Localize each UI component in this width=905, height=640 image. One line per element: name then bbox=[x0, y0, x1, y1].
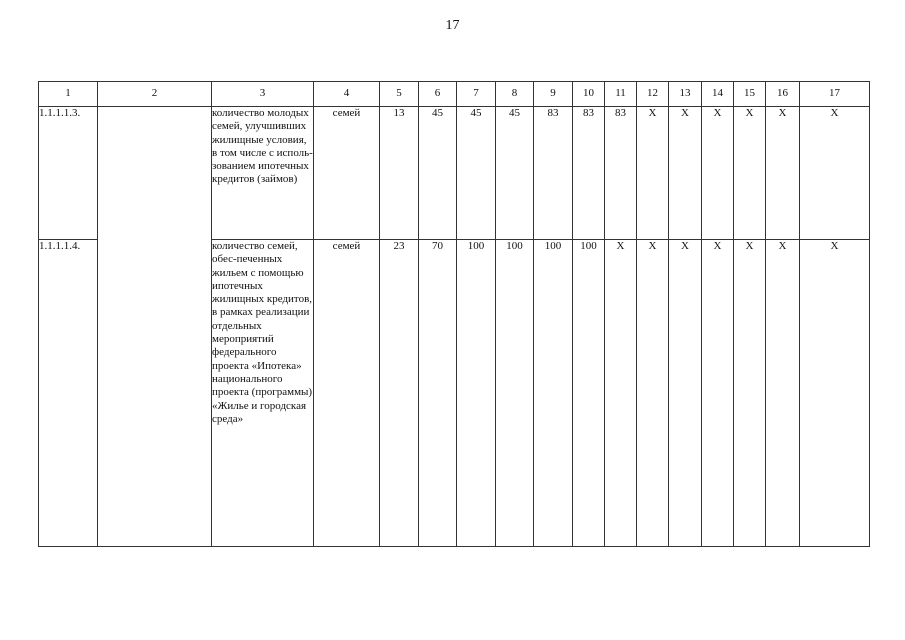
value-cell: 45 bbox=[457, 107, 496, 240]
row-code: 1.1.1.1.3. bbox=[39, 107, 98, 240]
value-cell: 45 bbox=[419, 107, 457, 240]
column-header: 10 bbox=[573, 82, 605, 107]
header-row bbox=[39, 82, 870, 107]
column-header: 17 bbox=[800, 82, 870, 107]
column-header: 4 bbox=[314, 82, 380, 107]
column-header: 7 bbox=[457, 82, 496, 107]
value-cell: 83 bbox=[534, 107, 573, 240]
column-header: 13 bbox=[669, 82, 702, 107]
value-cell: X bbox=[800, 107, 870, 240]
merged-empty-cell bbox=[98, 107, 212, 547]
row-unit: семей bbox=[314, 240, 380, 547]
value-cell: X bbox=[669, 240, 702, 547]
value-cell: X bbox=[734, 240, 766, 547]
value-cell: X bbox=[734, 107, 766, 240]
value-cell: X bbox=[605, 240, 637, 547]
value-cell: X bbox=[702, 240, 734, 547]
value-cell: X bbox=[766, 107, 800, 240]
column-header: 3 bbox=[212, 82, 314, 107]
value-cell: X bbox=[702, 107, 734, 240]
value-cell: 45 bbox=[496, 107, 534, 240]
column-header: 8 bbox=[496, 82, 534, 107]
value-cell: 70 bbox=[419, 240, 457, 547]
column-header: 15 bbox=[734, 82, 766, 107]
column-header: 16 bbox=[766, 82, 800, 107]
column-header: 9 bbox=[534, 82, 573, 107]
value-cell: X bbox=[766, 240, 800, 547]
row-unit: семей bbox=[314, 107, 380, 240]
column-header: 5 bbox=[380, 82, 419, 107]
page-number: 17 bbox=[445, 18, 460, 33]
table-row bbox=[39, 107, 870, 240]
value-cell: X bbox=[637, 107, 669, 240]
value-cell: X bbox=[637, 240, 669, 547]
value-cell: 83 bbox=[605, 107, 637, 240]
value-cell: 100 bbox=[457, 240, 496, 547]
value-cell: X bbox=[800, 240, 870, 547]
value-cell: 13 bbox=[380, 107, 419, 240]
row-description: количество семей, обес-печенных жильем с помощью ипотечных жилищных кредитов, в рамках реализации отдельных мероприятий федерального проекта «Ипотека» национального проекта (программы) «Жилье и городская среда» bbox=[212, 240, 314, 547]
row-code: 1.1.1.1.4. bbox=[39, 240, 98, 547]
value-cell: 100 bbox=[573, 240, 605, 547]
value-cell: 100 bbox=[496, 240, 534, 547]
column-header: 11 bbox=[605, 82, 637, 107]
value-cell: 83 bbox=[573, 107, 605, 240]
column-header: 2 bbox=[98, 82, 212, 107]
column-header: 14 bbox=[702, 82, 734, 107]
indicators-table bbox=[38, 81, 870, 547]
value-cell: X bbox=[669, 107, 702, 240]
row-description: количество молодых семей, улучшивших жилищные условия, в том числе с исполь-зованием ипотечных кредитов (займов) bbox=[212, 107, 314, 240]
column-header: 1 bbox=[39, 82, 98, 107]
value-cell: 23 bbox=[380, 240, 419, 547]
value-cell: 100 bbox=[534, 240, 573, 547]
column-header: 12 bbox=[637, 82, 669, 107]
column-header: 6 bbox=[419, 82, 457, 107]
